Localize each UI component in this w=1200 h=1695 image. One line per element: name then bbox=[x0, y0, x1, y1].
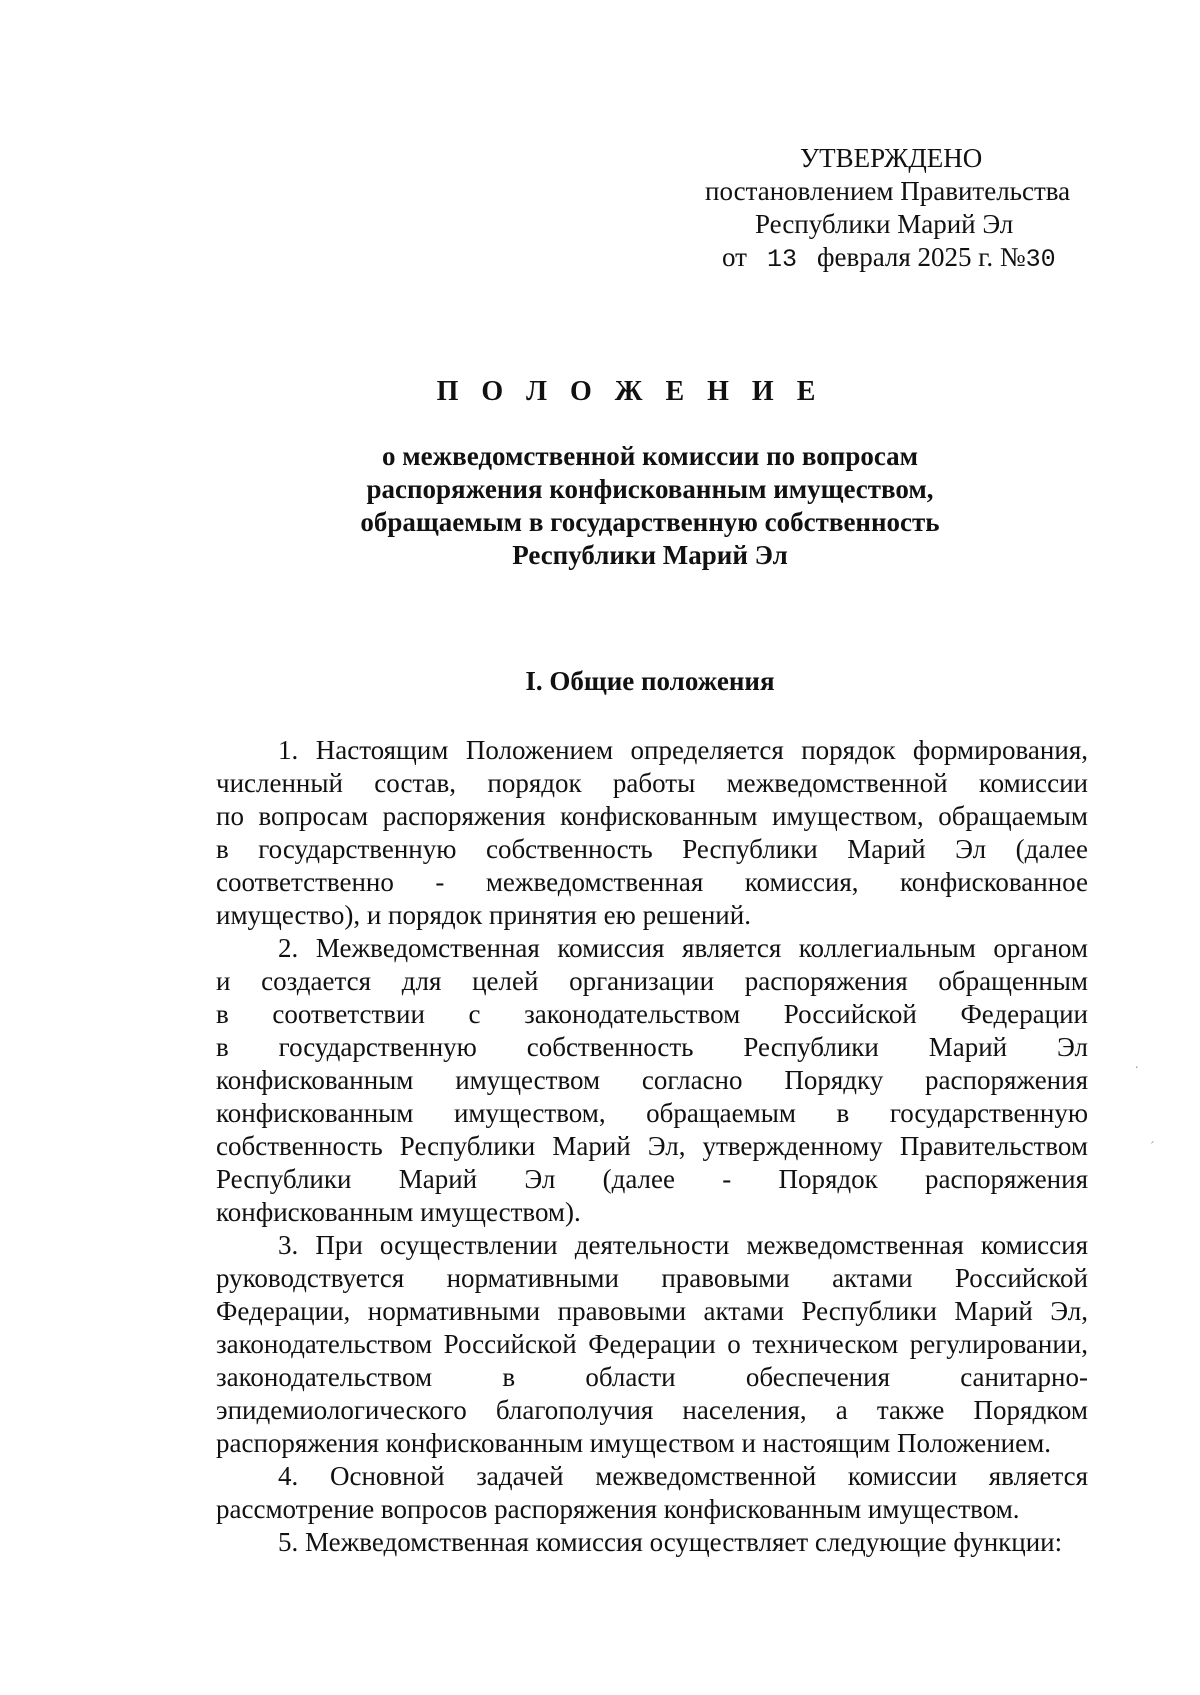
text-line: 1. Настоящим Положением определяется порядок формирования, bbox=[278, 735, 1088, 765]
paragraph-3 bbox=[216, 1229, 1088, 1460]
approval-block bbox=[690, 142, 1110, 276]
text-line: конфискованным имуществом, обращаемым в государственную bbox=[216, 1098, 1088, 1128]
text-line: руководствуется нормативными правовыми актами Российской bbox=[216, 1263, 1088, 1293]
text-line: Республики Марий Эл (далее - Порядок распоряжения bbox=[216, 1164, 1088, 1194]
text-line: рассмотрение вопросов распоряжения конфискованным имуществом. bbox=[216, 1494, 1020, 1524]
document-subtitle bbox=[200, 440, 1100, 572]
approval-by: постановлением Правительства bbox=[705, 176, 1071, 206]
text-line: распоряжения конфискованным имуществом и настоящим Положением. bbox=[216, 1428, 1051, 1458]
text-line: законодательством Российской Федерации о техническом регулировании, bbox=[216, 1329, 1088, 1359]
text-line: имущество), и порядок принятия ею решений. bbox=[216, 900, 751, 930]
paragraph-4 bbox=[216, 1460, 1088, 1526]
text-line: соответственно - межведомственная комиссия, конфискованное bbox=[216, 867, 1088, 897]
subtitle-line: распоряжения конфискованным имуществом, bbox=[366, 474, 934, 504]
text-line: по вопросам распоряжения конфискованным имуществом, обращаемым bbox=[216, 801, 1088, 831]
paragraph-5 bbox=[216, 1526, 1088, 1559]
approval-date-rest: февраля 2025 г. № bbox=[816, 242, 1026, 272]
approval-date-day: 13 bbox=[766, 245, 797, 274]
subtitle-line: о межведомственной комиссии по вопросам bbox=[381, 441, 919, 471]
text-line: 3. При осуществлении деятельности межведомственная комиссия bbox=[278, 1230, 1088, 1260]
scan-speck: ´ bbox=[1150, 1140, 1155, 1155]
text-line: и создается для целей организации распоряжения обращенным bbox=[216, 966, 1088, 996]
text-line: собственность Республики Марий Эл, утвержденному Правительством bbox=[216, 1131, 1088, 1161]
text-line: конфискованным имуществом согласно Порядку распоряжения bbox=[216, 1065, 1088, 1095]
text-line: в соответствии с законодательством Российской Федерации bbox=[216, 999, 1088, 1029]
subtitle-line: Республики Марий Эл bbox=[512, 540, 788, 570]
paragraph-1 bbox=[216, 734, 1088, 932]
text-line: 4. Основной задачей межведомственной комиссии является bbox=[278, 1461, 1088, 1491]
text-line: 2. Межведомственная комиссия является коллегиальным органом bbox=[278, 933, 1088, 963]
text-line: 5. Межведомственная комиссия осуществляет следующие функции: bbox=[278, 1527, 1063, 1557]
paragraph-2 bbox=[216, 932, 1088, 1229]
scan-speck: . bbox=[1135, 1057, 1139, 1072]
approval-republic: Республики Марий Эл bbox=[755, 209, 1014, 239]
text-line: законодательством в области обеспечения санитарно- bbox=[216, 1362, 1088, 1392]
approval-stamp: УТВЕРЖДЕНО bbox=[800, 143, 983, 173]
subtitle-line: обращаемым в государственную собственность bbox=[360, 507, 940, 537]
text-line: эпидемиологического благополучия населения, а также Порядком bbox=[216, 1395, 1088, 1425]
text-line: в государственную собственность Республики Марий Эл bbox=[216, 1032, 1088, 1062]
approval-number: 30 bbox=[1025, 245, 1056, 274]
text-line: конфискованным имуществом). bbox=[216, 1197, 581, 1227]
approval-date-prefix: от bbox=[722, 242, 747, 272]
text-line: численный состав, порядок работы межведомственной комиссии bbox=[216, 768, 1088, 798]
document-title: П О Л О Ж Е Н И Е bbox=[436, 376, 824, 407]
section-heading: I. Общие положения bbox=[525, 666, 775, 696]
approval-date-line bbox=[690, 241, 1110, 276]
text-line: Федерации, нормативными правовыми актами Республики Марий Эл, bbox=[216, 1296, 1088, 1326]
document-body bbox=[216, 734, 1088, 1559]
text-line: в государственную собственность Республики Марий Эл (далее bbox=[216, 834, 1088, 864]
